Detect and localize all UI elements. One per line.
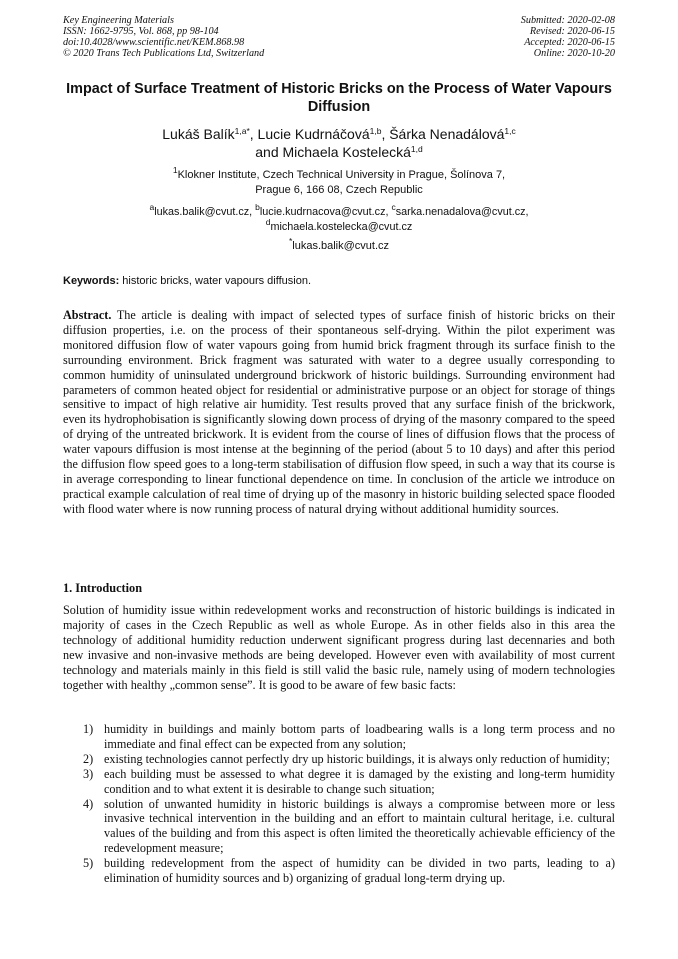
email-link[interactable]: lukas.balik@cvut.cz [292, 240, 390, 252]
list-item: 2) existing technologies cannot perfectly dry up historic buildings, it is always only reduction of humidity; [83, 751, 611, 766]
author-affil-sup: 1,b [369, 126, 382, 136]
journal-name: Key Engineering Materials [63, 15, 174, 26]
publication-dates [521, 15, 615, 59]
facts-list [63, 722, 615, 886]
section-heading: 1. Introduction [63, 581, 143, 595]
journal-doi: doi:10.4028/www.scientific.net/KEM.868.98 [63, 37, 245, 48]
author-affil-sup: 1,d [410, 144, 423, 154]
author-list: Lukáš Balík$^{1,a*}$, Lucie Kudrnáčová$^{1,b}$, Šárka Nenadálová$^{1,c}$ and Michaela Kostelecká$^{1,d}$ [162, 126, 516, 160]
author-name: Šárka Nenadálová [389, 126, 505, 142]
email-link[interactable]: sarka.nenadalova@cvut.cz [395, 206, 526, 218]
abstract [63, 308, 615, 517]
email-link[interactable]: lucie.kudrnacova@cvut.cz [259, 206, 386, 218]
keywords-label: Keywords: [63, 275, 120, 287]
abstract-label: Abstract. [63, 308, 112, 322]
author-affil-sup: 1,a* [234, 126, 250, 136]
author-emails: $^a$lukas.balik@cvut.cz, $^b$lucie.kudrnacova@cvut.cz, $^c$sarka.nenadalova@cvut.cz, $^d$michaela.kostelecka@cvut.cz [149, 202, 529, 233]
corresponding-author: *lukas.balik@cvut.cz [288, 236, 390, 252]
list-item: 5) building redevelopment from the aspect of humidity can be divided in two parts, leading to a) elimination of humidity sources and b) organizing of gradual long-term drying up. [83, 856, 615, 886]
author-name: Lucie Kudrnáčová [257, 126, 370, 142]
list-item: 1) humidity in buildings and mainly bottom parts of loadbearing walls is a long term process and no immediate and final effect can be expected from any solution; [83, 722, 615, 751]
email-link[interactable]: lukas.balik@cvut.cz [154, 206, 250, 218]
journal-issn: ISSN: 1662-9795, Vol. 868, pp 98-104 [63, 26, 219, 37]
author-affil-sup: 1,c [504, 126, 516, 136]
author-name: Lukáš Balík [162, 126, 235, 142]
intro-paragraph: Solution of humidity issue within redevelopment works and reconstruction of historic buildings is indicated in majority of cases in the Czech Republic as well as whole Europe. As in other fields also in this area the technology of additional humidity reduction underwent significant progress during last decennaries and both new invasive and non-invasive methods are being developed. However even with availability of most current technology and materials mainly in this field is still valid the basic rule, namely using of modern technologies together with healthy „common sense”. It is good to be aware of few basic facts: [63, 603, 615, 692]
date-revised: Revised: 2020-06-15 [529, 26, 615, 37]
affiliation: $^1$Klokner Institute, Czech Technical University in Prague, Šolínova 7, Prague 6, 166 08, Czech Republic [172, 165, 506, 196]
abstract-text: The article is dealing with impact of selected types of surface finish of historic bricks on their diffusion properties, i.e. on the process of their spontaneous self-drying. Within the pilot experiment was monitored diffusion flow of water vapours going from humid brick fragment through its surface finish to the surrounding environment. Brick fragment was saturated with water to a degree usually corresponding to common humidity of uninsulated underground brickwork of historic buildings. Surrounding environment had parameters of common heated object for residential or administrative purpose or an object for storage of things sensitive to impact of high relative air humidity. Test results proved that any surface finish of the brickwork, even its hydrophobisation is significantly slowing down process of drying of the masonry compared to the speed of drying of the untreated brickwork. It is evident from the course of lines of diffusion flows that the process of water vapours diffusion is most intense at the beginning of the period (about 5 to 10 days) and after this period the diffusion flow speed goes to a long-term stabilisation of diffusion flow speed, in such a way that its course is in average corresponding to linear functional dependence on time. In conclusion of the article we introduce on practical example calculation of real time of drying up of the masonry in historic building selected space flooded with flood water where is now running process of natural drying without additional humidity sources. [63, 308, 615, 516]
keywords-text: historic bricks, water vapours diffusion. [119, 275, 312, 287]
date-submitted: Submitted: 2020-02-08 [520, 15, 615, 26]
journal-copyright: © 2020 Trans Tech Publications Ltd, Switzerland [63, 48, 265, 59]
date-online: Online: 2020-10-20 [533, 48, 615, 59]
author-name: Michaela Kostelecká [282, 144, 411, 160]
keywords [63, 274, 615, 289]
paper-title: Impact of Surface Treatment of Historic Bricks on the Process of Water Vapours Diffusion [66, 81, 612, 115]
date-accepted: Accepted: 2020-06-15 [524, 37, 615, 48]
list-item: 3) each building must be assessed to what degree it is damaged by the existing and long-term humidity condition and to what extent it is desirable to change such situation; [83, 766, 615, 796]
journal-info [63, 15, 264, 59]
email-link[interactable]: michaela.kostelecka@cvut.cz [270, 221, 413, 233]
list-item: 4) solution of unwanted humidity in historic buildings is always a compromise between more or less invasive technical intervention in the building and an effort to maintain cultural heritage, i.e. cultural values of the building and from this aspect is often limited the theoretically achievable efficiency of the redevelopment measure; [83, 796, 615, 856]
